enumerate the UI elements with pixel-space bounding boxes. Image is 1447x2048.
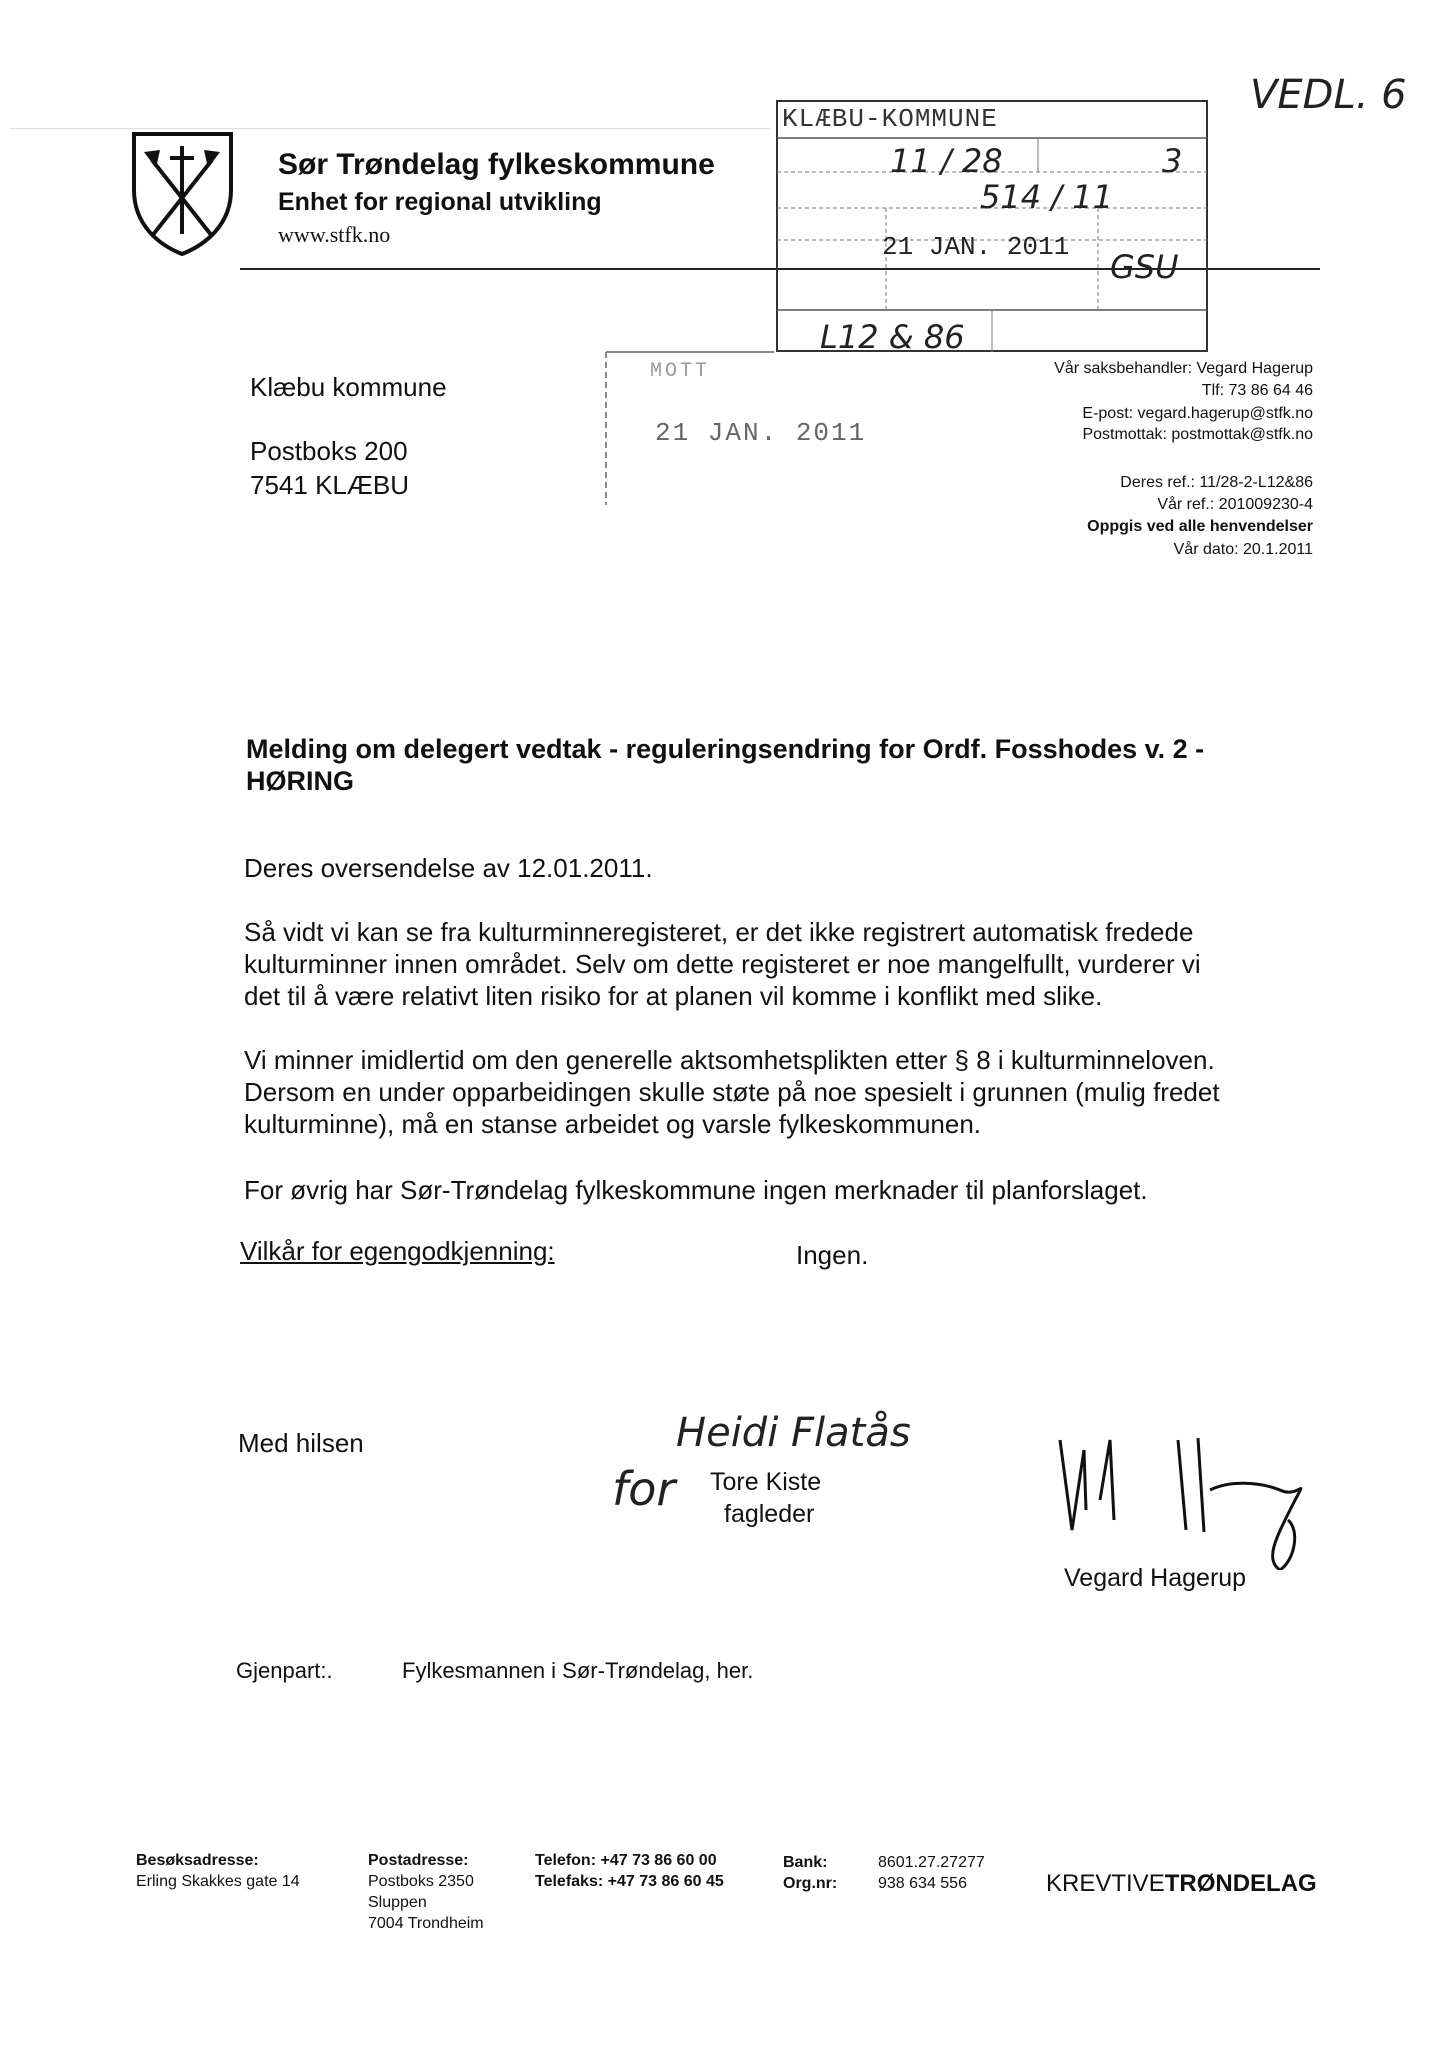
- signer1-name: Tore Kiste: [710, 1468, 822, 1496]
- scan-artifact-line: [10, 128, 770, 129]
- footer-visit-value: Erling Skakkes gate 14: [136, 1873, 300, 1890]
- subject-line-1: Melding om delegert vedtak - reguleringsendring for Ordf. Fosshodes v. 2 -: [246, 734, 1205, 764]
- paragraph-registry: [244, 916, 1304, 1012]
- footer-org-label: Org.nr:: [783, 1875, 838, 1892]
- footer-post-line: Postboks 2350: [368, 1873, 474, 1890]
- paragraph-duty: [244, 1044, 1304, 1140]
- journal-stamp-title: KLÆBU-KOMMUNE: [782, 104, 998, 134]
- footer-post-address: [368, 1850, 484, 1934]
- our-reference: Vår ref.: 201009230-4: [1157, 496, 1313, 513]
- signer2-name: Vegard Hagerup: [1064, 1564, 1247, 1592]
- signature-vegard-hagerup: [1050, 1420, 1330, 1570]
- paragraph-reference: Deres oversendelse av 12.01.2011.: [244, 853, 653, 883]
- footer-post-line: 7004 Trondheim: [368, 1915, 484, 1932]
- case-handler-email: E-post: vegard.hagerup@stfk.no: [1082, 405, 1313, 422]
- attachment-annotation: VEDL. 6: [1250, 72, 1407, 118]
- footer-bank-labels: [783, 1852, 837, 1894]
- footer-org-value: 938 634 556: [878, 1875, 967, 1892]
- footer-bank-value: 8601.27.27277: [878, 1854, 985, 1871]
- footer-fax: Telefaks: +47 73 86 60 45: [535, 1873, 724, 1890]
- reference-note: Oppgis ved alle henvendelser: [1087, 518, 1313, 535]
- paragraph-duty-line: Dersom en under opparbeidingen skulle støte på noe spesielt i grunnen (mulig fredet: [244, 1077, 1220, 1107]
- case-handler: Vår saksbehandler: Vegard Hagerup: [1054, 360, 1313, 377]
- brand-bold: TRØNDELAG: [1164, 1870, 1317, 1897]
- footer-visit-address: [136, 1850, 300, 1892]
- paragraph-registry-line: det til å være relativt liten risiko for at planen vil komme i konflikt med slike.: [244, 981, 1103, 1011]
- coat-of-arms-icon: [130, 130, 235, 258]
- footer-phone: Telefon: +47 73 86 60 00: [535, 1852, 717, 1869]
- paragraph-registry-line: kulturminner innen området. Selv om dette registeret er noe mangelfullt, vurderer vi: [244, 949, 1201, 979]
- journal-initials: GSU: [1110, 248, 1179, 286]
- closing-greeting: Med hilsen: [238, 1428, 364, 1458]
- for-handwritten: for: [612, 1462, 676, 1516]
- brand-thin: KREVTIVE: [1046, 1870, 1165, 1897]
- paragraph-duty-line: Vi minner imidlertid om den generelle aktsomhetsplikten etter § 8 i kulturminneloven.: [244, 1045, 1215, 1075]
- subject-line-2: HØRING: [246, 766, 354, 796]
- brand-logo: [1046, 1870, 1317, 1898]
- footer-post-label: Postadresse:: [368, 1852, 469, 1869]
- journal-date-stamp: 21 JAN. 2011: [882, 232, 1070, 262]
- signer1-role: fagleder: [724, 1500, 815, 1528]
- copy-recipient: Fylkesmannen i Sør-Trøndelag, her.: [402, 1658, 754, 1683]
- case-handler-phone: Tlf: 73 86 64 46: [1201, 382, 1313, 399]
- recipient-address-line2: 7541 KLÆBU: [250, 470, 409, 500]
- their-reference: Deres ref.: 11/28-2-L12&86: [1120, 474, 1313, 491]
- copy-label: Gjenpart:.: [236, 1658, 333, 1683]
- recipient-name: Klæbu kommune: [250, 372, 447, 402]
- journal-reference: L12 & 86: [820, 318, 965, 356]
- footer-bank-label: Bank:: [783, 1854, 828, 1871]
- signature-heidi: Heidi Flatås: [676, 1410, 911, 1456]
- footer-phone-block: [535, 1850, 724, 1892]
- journal-archive-code: 514 / 11: [980, 178, 1113, 216]
- our-date: Vår dato: 20.1.2011: [1173, 541, 1313, 558]
- condition-label: Vilkår for egengodkjenning:: [240, 1236, 555, 1266]
- postmottak-email: Postmottak: postmottak@stfk.no: [1082, 426, 1313, 443]
- received-stamp-date: 21 JAN. 2011: [655, 418, 867, 448]
- journal-stamp-frame: [776, 100, 1208, 352]
- journal-case-number: 11 / 28: [890, 142, 1003, 180]
- footer-visit-label: Besøksadresse:: [136, 1852, 259, 1869]
- footer-post-line: Sluppen: [368, 1894, 427, 1911]
- recipient-address-line1: Postboks 200: [250, 436, 408, 466]
- org-unit: Enhet for regional utvikling: [278, 188, 602, 216]
- received-stamp-label: MOTT: [650, 360, 711, 383]
- letter-subject: [246, 733, 1286, 797]
- org-name: Sør Trøndelag fylkeskommune: [278, 148, 715, 181]
- paragraph-registry-line: Så vidt vi kan se fra kulturminneregisteret, er det ikke registrert automatisk fredede: [244, 917, 1194, 947]
- journal-doc-number: 3: [1162, 142, 1183, 180]
- org-website: www.stfk.no: [278, 222, 391, 247]
- condition-value: Ingen.: [796, 1240, 869, 1270]
- paragraph-duty-line: kulturminne), må en stanse arbeidet og varsle fylkeskommunen.: [244, 1109, 982, 1139]
- footer-bank-values: [878, 1852, 985, 1894]
- paragraph-conclusion: For øvrig har Sør-Trøndelag fylkeskommune ingen merknader til planforslaget.: [244, 1175, 1148, 1205]
